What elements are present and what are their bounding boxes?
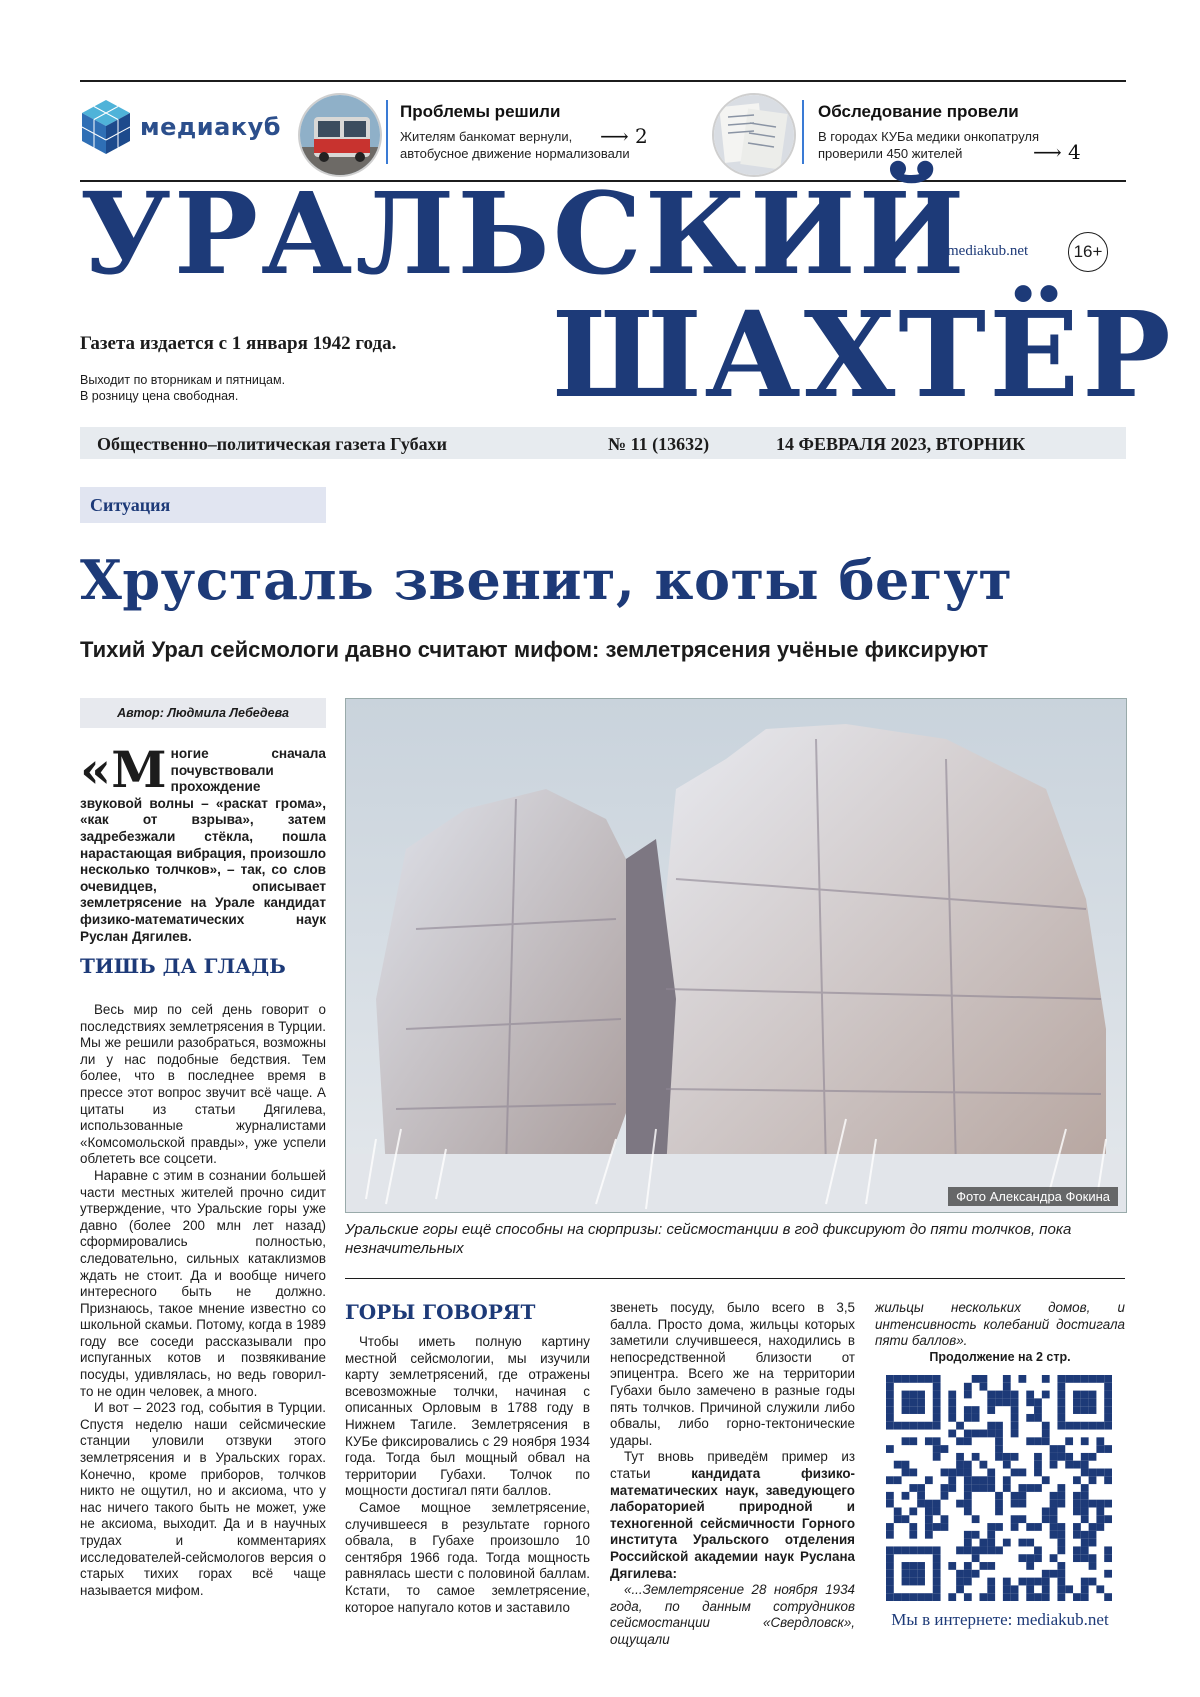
snowy-rocks-image (346, 699, 1126, 1212)
continued-note[interactable]: Продолжение на 2 стр. (929, 1350, 1071, 1364)
col3-p2-start: Тут вновь приведём пример из статьи (610, 1449, 855, 1481)
schedule-line-1: Выходит по вторникам и пятницам. (80, 373, 286, 387)
site-link[interactable]: mediakub.net (947, 243, 1029, 259)
schedule-info (80, 372, 285, 404)
drop-quote: « (80, 740, 112, 799)
caption-rule (345, 1278, 1125, 1279)
logo-text: медиакуб (140, 113, 281, 141)
top-rule (80, 80, 1126, 82)
article-subhead: Тихий Урал сейсмологи давно считают мифом: землетрясения учёные фиксируют (80, 637, 989, 662)
teaser-divider (386, 100, 388, 164)
masthead-line-1: УРАЛЬСКИЙ (80, 169, 968, 300)
column-4 (875, 1300, 1125, 1350)
photo-credit: Фото Александра Фокина (948, 1187, 1118, 1206)
drop-cap (80, 740, 167, 799)
teaser-1-line-1: Жителям банкомат вернули, (400, 129, 573, 144)
col4-paragraph-1: жильцы нескольких домов, и интенсивность колебаний достигала пяти баллов». (875, 1300, 1125, 1349)
author-line: Автор: Людмила Лебедева (80, 698, 326, 728)
article-headline: Хрусталь звенит, коты бегут (80, 548, 1013, 612)
col3-paragraph-2 (610, 1449, 855, 1582)
schedule-line-2: В розницу цена свободная. (80, 389, 239, 403)
main-photo[interactable] (345, 698, 1127, 1213)
teaser-1-line-2: автобусное движение нормализовали (400, 146, 630, 161)
col3-paragraph-3: «...Землетрясение 28 ноября 1934 года, по данным сотрудников сейсмостанции «Свердловск», ощущали (610, 1582, 855, 1647)
qr-code[interactable] (886, 1375, 1112, 1601)
teaser-2-page: 4 (1068, 140, 1081, 164)
col1-paragraph-3: И вот – 2023 год, события в Турции. Спустя неделю наши сейсмические станции уловили отзвуки этого землетрясения и в Уральских горах. Конечно, кроме приборов, толчков никто не ощутил, но и аксиома, что у нас ничего такого быть не может, уже не аксиома, выходит. Да и в научных трудах и комментариях исследователей-сейсмологов версия о старых тихих горах всё чаще называется мифом. (80, 1400, 326, 1598)
web-link[interactable]: Мы в интернете: mediakub.net (891, 1610, 1109, 1629)
issue-number: № 11 (13632) (608, 434, 710, 454)
teaser-2-line-1: В городах КУБа медики онкопатруля (818, 129, 1040, 144)
column-2 (345, 1334, 590, 1616)
col3-p2-bold: кандидата физико-математических наук, заведующего лабораторией природной и техногенной сейсмичности Горного института Уральского отделения Российской академии наук Руслана Дягилева: (610, 1465, 855, 1581)
lead-rest: – «раскат грома», «как от взрыва», затем задребезжали стёкла, пошла нарастающая вибрация, произошло несколько толчков», – так, со слов очевидцев, описывает землетрясение на Урале кандидат физико-математических наук Руслан Дягилев. (80, 795, 326, 944)
col3-paragraph-1: звенеть посуду, было всего в 3,5 балла. Просто дома, жильцы которых заметили случившееся, находились в непосредственной близости от эпицентра. Всего же на территории Губахи было замечено в разные годы пять толчков. Причиной служили либо обвалы, либо горно-тектонические удары. (610, 1300, 855, 1448)
cube-logo-icon (80, 98, 132, 156)
paper-type: Общественно–политическая газета Губахи (97, 434, 448, 454)
col1-paragraph-1: Весь мир по сей день говорит о последствиях землетрясения в Турции. Мы же решили разобраться, возможны ли у нас подобные бедствия. Тем более, что в последнее время в прессе этот вопрос звучит всё чаще. А цитаты из статьи Дягилева, использованные журналистами «Комсомольской правды», уже успели облететь все соцсети. (80, 1002, 326, 1167)
teaser-1-page: 2 (635, 124, 648, 148)
teaser-document-photo[interactable] (712, 93, 796, 177)
column-1 (80, 1002, 326, 1599)
lead-first: ногие сначала почувствовали прохождение звуковой волны (80, 746, 326, 811)
arrow-right-icon: ⟶ (1033, 140, 1062, 164)
info-bar (80, 427, 1126, 459)
since-line: Газета издается с 1 января 1942 года. (80, 333, 397, 354)
col2-paragraph-2: Самое мощное землетрясение, случившееся в результате горного обвала, в Губахе произошло 10 сентября 1966 года. Тогда мощность равнялась шести с половиной баллам. Кстати, то самое землетрясение, которое напугало котов и заставило (345, 1499, 590, 1615)
drop-letter: М (111, 740, 167, 799)
rubric-label: Ситуация (80, 487, 326, 523)
bus-image (300, 95, 380, 175)
teaser-bus-photo[interactable] (298, 93, 382, 177)
teaser-divider-2 (802, 100, 804, 164)
issue-date: 14 ФЕВРАЛЯ 2023, ВТОРНИК (776, 434, 1026, 454)
lead-paragraph (80, 740, 326, 945)
teaser-1-arrow[interactable] (600, 124, 648, 148)
qr-code-icon (886, 1375, 1112, 1601)
masthead-line-2: ШАХТЁР (552, 285, 1174, 424)
document-image (714, 95, 794, 175)
column-3 (610, 1300, 855, 1648)
mediakub-logo[interactable] (80, 98, 281, 156)
arrow-right-icon: ⟶ (600, 124, 629, 148)
age-rating-badge: 16+ (1068, 232, 1108, 272)
col1-paragraph-2: Наравне с этим в сознании большей части местных жителей прочно сидит утверждение, что Уральские горы уже давно (более 200 млн лет назад) сформировались полностью, следовательно, сильных катаклизмов ждать не стоит. Да и вообще ничего интересного быть не должно. Признаюсь, такое мнение известно со школьной скамьи. Потому, когда в 1989 году все соседи рассказывали про испуганных котов и позвякивание посуды, удивлялась, но ведь говорил-то не один человек, а много. (80, 1167, 326, 1399)
section-2-heading: ГОРЫ ГОВОРЯТ (345, 1300, 536, 1324)
teaser-1[interactable] (400, 102, 700, 162)
section-1-heading: ТИШЬ ДА ГЛАДЬ (80, 954, 286, 978)
teaser-2-line-2: проверили 450 жителей (818, 146, 963, 161)
teaser-2-arrow[interactable] (1033, 140, 1081, 164)
photo-caption: Уральские горы ещё способны на сюрпризы: сейсмостанции в год фиксируют до пяти толчков, пока незначительных (345, 1221, 1072, 1257)
teaser-2-title: Обследование провели (818, 102, 1019, 121)
col2-paragraph-1: Чтобы иметь полную картину местной сейсмологии, мы изучили карту землетрясений, где отражены всевозможные толчки, начиная с описанных Орловым в 1788 году в Нижнем Тагиле. Землетрясения в КУБе фиксировались с 29 ноября 1934 года. Тогда был мощный обвал на территории Губахи. Толчок по мощности достигал пяти баллов. (345, 1334, 590, 1499)
teaser-1-title: Проблемы решили (400, 102, 561, 121)
